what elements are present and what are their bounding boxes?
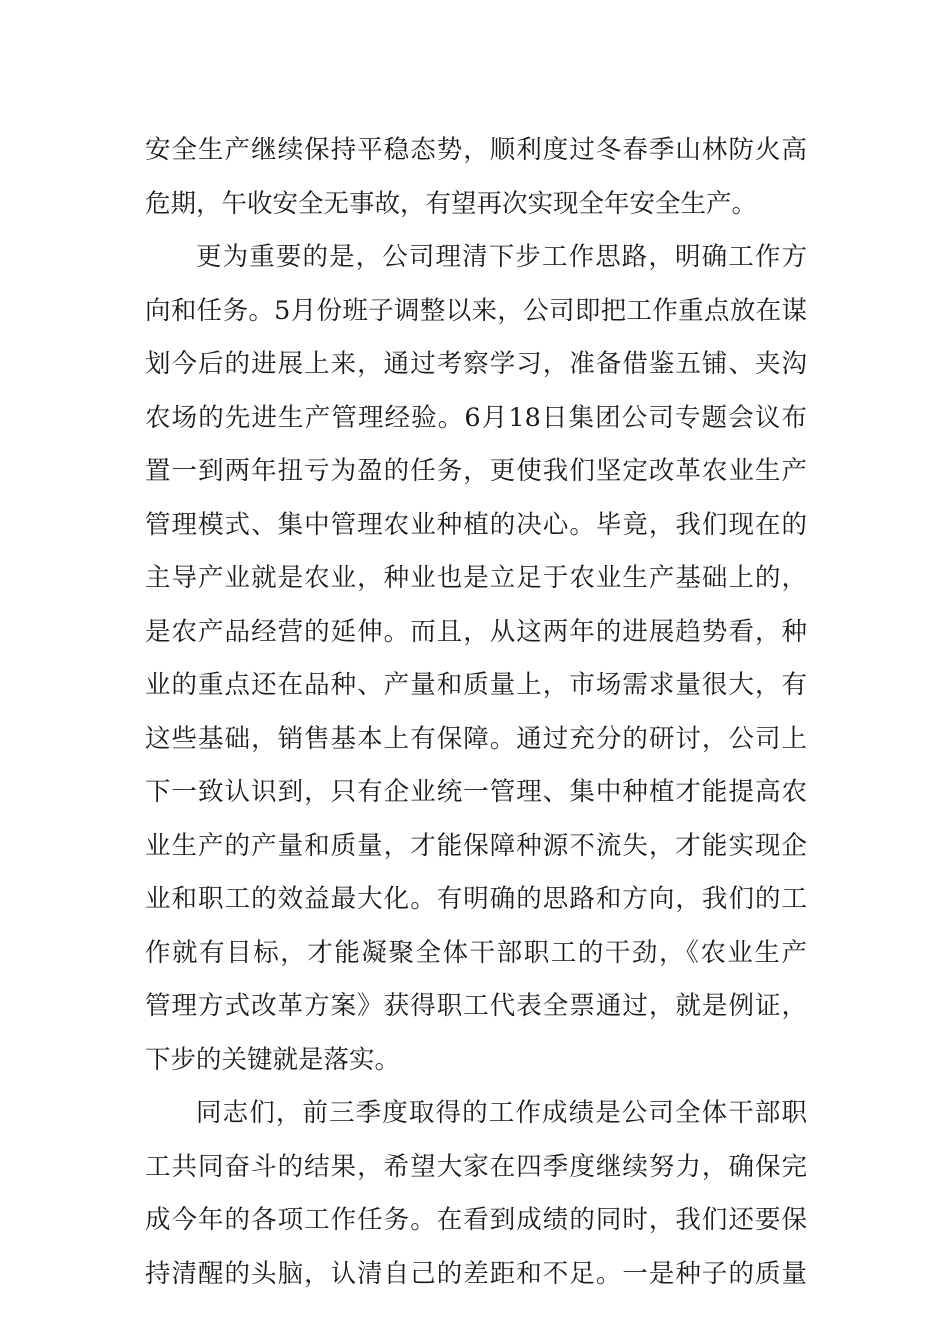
text-line: 主导产业就是农业，种业也是立足于农业生产基础上的， [145,563,807,593]
body-text [145,124,807,1301]
text-line: 业的重点还在品种、产量和质量上，市场需求量很大，有 [145,670,807,700]
text-line: 工共同奋斗的结果，希望大家在四季度继续努力，确保完 [145,1151,807,1182]
text-line: 业生产的产量和质量，才能保障种源不流失，才能实现企 [145,830,807,861]
paragraph-first-line: 同志们，前三季度取得的工作成绩是公司全体干部职 [196,1098,807,1128]
paragraph-first-line: 更为重要的是，公司理清下步工作思路，明确工作方 [196,242,807,272]
text-line: 管理方式改革方案》获得职工代表全票通过，就是例证， [145,991,807,1021]
text-line: 危期，午收安全无事故，有望再次实现全年安全生产。 [145,188,758,219]
text-line: 管理模式、集中管理农业种植的决心。毕竟，我们现在的 [145,509,807,540]
text-line: 下步的关键就是落实。 [145,1044,401,1075]
text-line: 下一致认识到，只有企业统一管理、集中种植才能提高农 [145,777,807,807]
text-line: 这些基础，销售基本上有保障。通过充分的研讨，公司上 [145,723,807,754]
text-line: 是农产品经营的延伸。而且，从这两年的进展趋势看，种 [145,616,807,647]
text-line: 划今后的进展上来，通过考察学习，准备借鉴五铺、夹沟 [145,349,807,379]
text-line: 业和职工的效益最大化。有明确的思路和方向，我们的工 [145,884,807,914]
text-line: 作就有目标，才能凝聚全体干部职工的干劲，《农业生产 [145,937,807,968]
text-line: 置一到两年扭亏为盈的任务，更使我们坚定改革农业生产 [145,456,807,486]
text-line: 安全生产继续保持平稳态势，顺利度过冬春季山林防火高 [145,135,807,165]
text-line: 向和任务。5月份班子调整以来，公司即把工作重点放在谋 [145,295,807,326]
text-line: 持清醒的头脑，认清自己的差距和不足。一是种子的质量 [145,1258,807,1289]
text-line: 农场的先进生产管理经验。6月18日集团公司专题会议布 [145,402,807,433]
text-line: 成今年的各项工作任务。在看到成绩的同时，我们还要保 [145,1205,807,1235]
